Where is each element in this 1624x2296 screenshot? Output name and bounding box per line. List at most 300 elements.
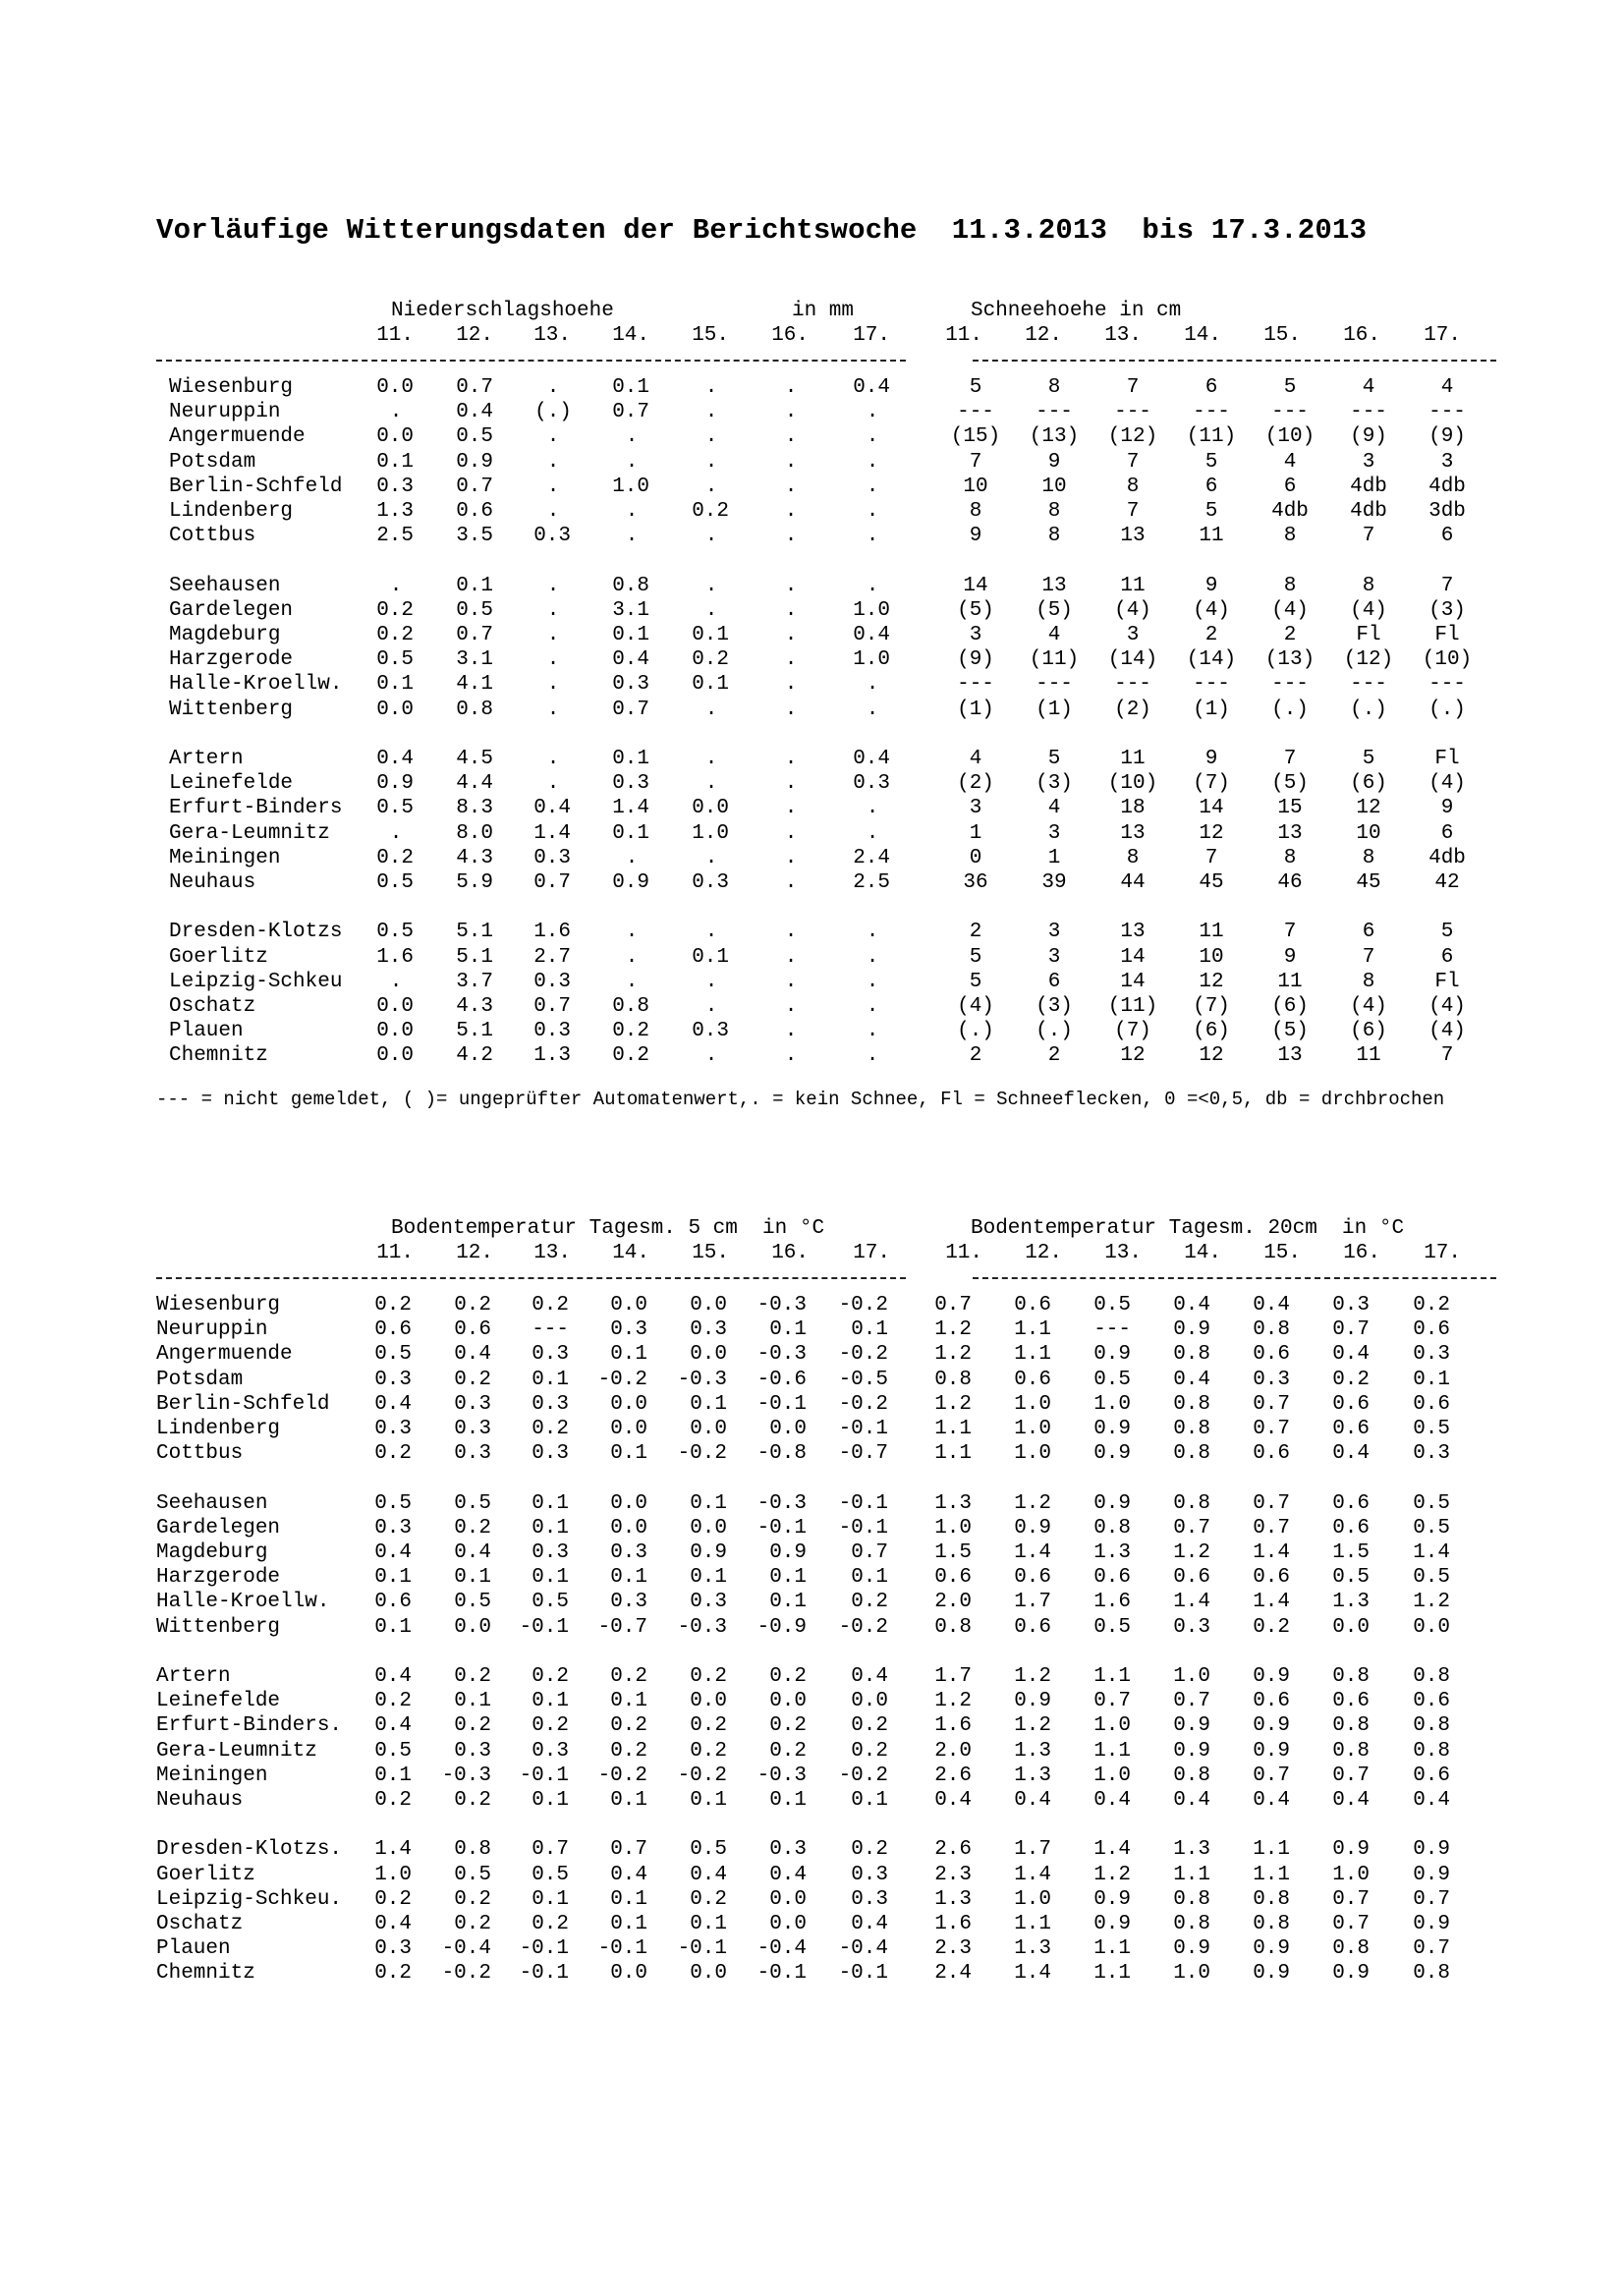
precip-value: 1.3 xyxy=(533,1044,571,1068)
station-name: Potsdam xyxy=(169,450,256,474)
soil20-value: 0.6 xyxy=(1332,1392,1370,1416)
soil5-value: -0.1 xyxy=(519,1962,569,1986)
soil20-value: 0.7 xyxy=(1332,1764,1370,1787)
precip-value: . xyxy=(704,475,718,498)
soil20-value: 1.6 xyxy=(934,1913,972,1935)
snow-value: (13) xyxy=(1029,425,1080,449)
snow-value: (10) xyxy=(1107,772,1158,796)
soil5-value: 0.2 xyxy=(532,1714,569,1738)
soil5-value: 0.0 xyxy=(610,1392,647,1416)
soil20-value: 0.4 xyxy=(1253,1789,1290,1812)
snow-value: 13 xyxy=(1277,821,1303,845)
soil5-value: 0.5 xyxy=(454,1491,491,1515)
precip-value: 0.0 xyxy=(376,1044,414,1068)
snow-value: 7 xyxy=(1362,945,1375,969)
soil20-value: 0.8 xyxy=(934,1368,972,1391)
precip-value: . xyxy=(866,921,879,944)
soil5-value: 0.0 xyxy=(610,1294,647,1316)
snow-value: 6 xyxy=(1440,821,1454,845)
precip-value: . xyxy=(866,425,879,449)
precip-value: 0.9 xyxy=(376,772,414,796)
precip-value: 5.1 xyxy=(456,945,493,969)
soil5-value: -0.9 xyxy=(756,1615,807,1639)
soil5-value: 0.1 xyxy=(851,1789,888,1812)
soil20-value: 0.9 xyxy=(1253,1937,1290,1961)
soil5-value: 0.1 xyxy=(454,1566,491,1590)
soil5-value: 0.4 xyxy=(851,1913,888,1935)
soil20-value: 0.6 xyxy=(1253,1690,1290,1713)
precip-value: 0.1 xyxy=(376,673,414,697)
precip-value: 0.0 xyxy=(376,425,414,449)
soil5-value: 0.2 xyxy=(532,1294,569,1316)
soil20-value: 1.1 xyxy=(1014,1913,1051,1935)
station-name: Chemnitz xyxy=(169,1044,268,1068)
soil20-value: 0.8 xyxy=(1413,1714,1450,1738)
soil5-value: 0.1 xyxy=(690,1392,727,1416)
snow-value: (1) xyxy=(1193,698,1230,721)
day-label-soil20: 11. xyxy=(945,1242,982,1264)
soil5-value: 0.2 xyxy=(610,1714,647,1738)
day-label-precip: 11. xyxy=(376,324,414,347)
soil20-value: 0.7 xyxy=(1332,1913,1370,1935)
day-label-soil5: 17. xyxy=(853,1242,890,1264)
snow-value: 3 xyxy=(1362,450,1375,474)
precip-value: . xyxy=(704,425,718,449)
station-name: Meiningen xyxy=(156,1764,268,1787)
precip-value: . xyxy=(784,871,798,894)
soil5-value: 0.1 xyxy=(769,1591,807,1614)
precip-value: . xyxy=(784,821,798,845)
soil5-value: -0.4 xyxy=(756,1937,807,1961)
soil5-value: 0.3 xyxy=(610,1541,647,1564)
soil5-value: -0.3 xyxy=(441,1764,491,1787)
snow-value: 1 xyxy=(1047,846,1061,869)
soil5-value: 1.0 xyxy=(374,1863,412,1886)
snow-value: 9 xyxy=(1204,748,1218,770)
soil20-value: 0.9 xyxy=(1332,1838,1370,1862)
station-name: Artern xyxy=(156,1665,231,1688)
soil5-value: 0.2 xyxy=(851,1838,888,1862)
snow-header: Schneehoehe in cm xyxy=(971,300,1182,322)
soil20-value: 0.7 xyxy=(1413,1887,1450,1911)
soil5-value: 0.2 xyxy=(532,1665,569,1688)
precip-value: 0.0 xyxy=(376,995,414,1018)
station-name: Lindenberg xyxy=(169,500,294,523)
snow-value: Fl xyxy=(1434,624,1460,646)
precip-value: 0.1 xyxy=(456,574,493,597)
soil20-value: 0.9 xyxy=(1413,1863,1450,1886)
precip-value: 0.8 xyxy=(456,698,493,721)
snow-value: 6 xyxy=(1440,945,1454,969)
soil20-value: 0.9 xyxy=(1014,1516,1051,1540)
soil20-value: 2.6 xyxy=(934,1838,972,1862)
precip-value: 1.0 xyxy=(853,648,890,672)
soil5-value: 0.0 xyxy=(690,1516,727,1540)
precip-value: . xyxy=(546,673,560,697)
soil20-value: 1.2 xyxy=(1093,1863,1131,1886)
precip-value: 5.1 xyxy=(456,1020,493,1043)
precip-value: . xyxy=(784,376,798,399)
soil20-value: 0.9 xyxy=(1173,1318,1210,1342)
precip-value: . xyxy=(625,846,639,869)
snow-value: 7 xyxy=(1440,574,1454,597)
precip-value: 0.9 xyxy=(612,871,649,894)
precip-value: . xyxy=(625,970,639,993)
station-name: Wiesenburg xyxy=(156,1294,281,1316)
precip-value: . xyxy=(784,574,798,597)
precip-value: 0.4 xyxy=(853,376,890,399)
soil5-value: -0.1 xyxy=(756,1392,807,1416)
precip-value: . xyxy=(784,648,798,672)
soil20-value: 0.9 xyxy=(1093,1887,1131,1911)
snow-value: 15 xyxy=(1277,797,1303,820)
soil20-value: 0.7 xyxy=(1253,1516,1290,1540)
precip-value: . xyxy=(704,846,718,869)
snow-value: (4) xyxy=(1114,598,1151,622)
soil5-value: -0.3 xyxy=(756,1294,807,1316)
precip-value: 4.2 xyxy=(456,1044,493,1068)
soil20-value: 0.6 xyxy=(1014,1294,1051,1316)
soil20-value: 0.8 xyxy=(1093,1516,1131,1540)
precip-value: 0.2 xyxy=(692,500,729,523)
precip-value: . xyxy=(866,821,879,845)
day-label-soil5: 16. xyxy=(771,1242,809,1264)
soil5-value: 0.1 xyxy=(374,1615,412,1639)
day-label-precip: 17. xyxy=(853,324,890,347)
soil5-value: -0.1 xyxy=(756,1962,807,1986)
snow-value: (15) xyxy=(950,425,1001,449)
soil20-value: 1.3 xyxy=(1173,1838,1210,1862)
snow-value: 46 xyxy=(1277,871,1303,894)
snow-value: 4 xyxy=(1362,376,1375,399)
precip-value: . xyxy=(704,970,718,993)
soil5-value: 0.1 xyxy=(610,1690,647,1713)
soil5-value: 0.1 xyxy=(374,1566,412,1590)
precip-value: 4.3 xyxy=(456,995,493,1018)
soil5-value: 0.2 xyxy=(454,1789,491,1812)
station-name: Berlin-Schfeld xyxy=(156,1392,330,1416)
snow-value: (1) xyxy=(957,698,994,721)
station-name: Wittenberg xyxy=(156,1615,281,1639)
station-name: Chemnitz xyxy=(156,1962,255,1986)
snow-value: 11 xyxy=(1277,970,1303,993)
soil5-value: 0.1 xyxy=(769,1318,807,1342)
soil20-value: 2.3 xyxy=(934,1937,972,1961)
soil5-value: 0.5 xyxy=(532,1863,569,1886)
snow-value: 9 xyxy=(1204,574,1218,597)
soil20-value: 0.8 xyxy=(1173,1764,1210,1787)
precip-value: 0.7 xyxy=(612,401,649,424)
precip-value: 2.5 xyxy=(376,525,414,548)
soil5-value: 0.0 xyxy=(690,1294,727,1316)
day-label-precip: 15. xyxy=(692,324,729,347)
snow-value: 6 xyxy=(1204,376,1218,399)
soil20-value: 1.1 xyxy=(1093,1739,1131,1763)
soil20-value: 0.8 xyxy=(1332,1739,1370,1763)
station-name: Harzgerode xyxy=(156,1566,281,1590)
precip-value: . xyxy=(389,574,403,597)
precip-value: . xyxy=(389,821,403,845)
precip-value: 0.4 xyxy=(376,748,414,770)
precip-value: . xyxy=(546,500,560,523)
soil20-value: 1.4 xyxy=(1014,1863,1051,1886)
soil5-value: -0.1 xyxy=(677,1937,727,1961)
soil5-header: Bodentemperatur Tagesm. 5 cm in °C xyxy=(391,1217,825,1240)
precip-value: 0.2 xyxy=(376,624,414,646)
precip-value: 0.2 xyxy=(612,1020,649,1043)
soil20-value: 0.2 xyxy=(1332,1368,1370,1391)
soil5-value: --- xyxy=(532,1318,569,1342)
soil5-value: -0.5 xyxy=(838,1368,888,1391)
snow-value: Fl xyxy=(1434,970,1460,993)
soil5-value: 0.9 xyxy=(769,1541,807,1564)
soil5-value: 0.6 xyxy=(374,1591,412,1614)
snow-value: 7 xyxy=(1283,748,1297,770)
soil20-value: 0.9 xyxy=(1253,1962,1290,1986)
snow-value: 2 xyxy=(969,921,982,944)
soil20-value: 1.4 xyxy=(1253,1541,1290,1564)
soil5-value: 0.7 xyxy=(610,1838,647,1862)
soil20-value: 0.9 xyxy=(1093,1491,1131,1515)
soil20-value: 0.8 xyxy=(1173,1442,1210,1466)
precip-value: 0.4 xyxy=(533,797,571,820)
soil5-value: 0.1 xyxy=(690,1913,727,1935)
soil5-value: 0.1 xyxy=(374,1764,412,1787)
soil5-value: 0.1 xyxy=(690,1789,727,1812)
soil20-value: 1.0 xyxy=(1173,1962,1210,1986)
precip-value: . xyxy=(784,846,798,869)
precip-value: . xyxy=(546,698,560,721)
snow-value: 5 xyxy=(969,970,982,993)
soil5-value: -0.7 xyxy=(838,1442,888,1466)
soil20-value: 1.1 xyxy=(1173,1863,1210,1886)
precip-value: 0.0 xyxy=(376,376,414,399)
soil20-value: 0.5 xyxy=(1332,1566,1370,1590)
soil20-value: 0.4 xyxy=(1332,1343,1370,1367)
precip-value: . xyxy=(704,1044,718,1068)
soil5-value: 0.6 xyxy=(374,1318,412,1342)
precip-value: 0.3 xyxy=(533,970,571,993)
precip-value: . xyxy=(704,574,718,597)
station-name: Leipzig-Schkeu xyxy=(169,970,343,993)
precip-value: . xyxy=(866,450,879,474)
snow-value: (2) xyxy=(1114,698,1151,721)
soil20-value: 1.0 xyxy=(1014,1887,1051,1911)
soil5-value: 0.7 xyxy=(532,1838,569,1862)
soil20-value: 0.8 xyxy=(1173,1392,1210,1416)
precip-value: . xyxy=(704,921,718,944)
precip-value: . xyxy=(704,450,718,474)
soil20-value: 0.4 xyxy=(1093,1789,1131,1812)
station-name: Leinefelde xyxy=(156,1690,281,1713)
soil5-value: -0.4 xyxy=(441,1937,491,1961)
precip-value: . xyxy=(866,574,879,597)
snow-value: 4 xyxy=(1047,624,1061,646)
soil5-value: -0.3 xyxy=(677,1615,727,1639)
soil5-value: 0.4 xyxy=(374,1665,412,1688)
soil5-value: 0.0 xyxy=(610,1962,647,1986)
soil5-value: 0.1 xyxy=(532,1491,569,1515)
precip-value: . xyxy=(546,574,560,597)
soil5-value: 0.3 xyxy=(851,1887,888,1911)
soil5-value: -0.1 xyxy=(838,1962,888,1986)
day-label-soil20: 15. xyxy=(1263,1242,1301,1264)
soil20-value: 0.6 xyxy=(1413,1690,1450,1713)
soil5-value: -0.1 xyxy=(519,1764,569,1787)
soil5-value: 0.2 xyxy=(769,1714,807,1738)
soil20-value: 0.8 xyxy=(1253,1913,1290,1935)
day-label-snow: 15. xyxy=(1263,324,1301,347)
snow-value: 7 xyxy=(1283,921,1297,944)
precip-value: 0.5 xyxy=(456,598,493,622)
precip-value: 5.9 xyxy=(456,871,493,894)
soil20-value: 0.6 xyxy=(1413,1318,1450,1342)
snow-value: 2 xyxy=(969,1044,982,1068)
soil20-value: 1.3 xyxy=(934,1887,972,1911)
soil20-value: 2.0 xyxy=(934,1591,972,1614)
precip-value: . xyxy=(546,450,560,474)
precip-value: 0.0 xyxy=(376,1020,414,1043)
soil5-value: 0.2 xyxy=(454,1887,491,1911)
soil5-value: 0.3 xyxy=(374,1937,412,1961)
precip-value: . xyxy=(866,500,879,523)
soil20-value: 1.4 xyxy=(1014,1962,1051,1986)
soil20-value: 0.0 xyxy=(1413,1615,1450,1639)
snow-value: 3db xyxy=(1428,500,1466,523)
snow-value: (.) xyxy=(1271,698,1309,721)
soil5-value: 0.1 xyxy=(532,1690,569,1713)
soil5-value: 0.4 xyxy=(769,1863,807,1886)
snow-value: 8 xyxy=(1362,574,1375,597)
precip-value: 0.4 xyxy=(612,648,649,672)
soil20-value: 1.6 xyxy=(934,1714,972,1738)
soil20-value: 0.8 xyxy=(1413,1962,1450,1986)
soil20-value: 1.2 xyxy=(1014,1491,1051,1515)
snow-value: 13 xyxy=(1120,921,1146,944)
precip-value: . xyxy=(866,475,879,498)
snow-value: --- xyxy=(1036,401,1073,424)
soil5-value: 0.3 xyxy=(851,1863,888,1886)
soil20-value: 1.4 xyxy=(1173,1591,1210,1614)
snow-value: 3 xyxy=(969,624,982,646)
soil20-value: 0.6 xyxy=(1014,1615,1051,1639)
precip-value: . xyxy=(866,945,879,969)
soil20-value: 0.3 xyxy=(1413,1343,1450,1367)
snow-value: 8 xyxy=(1283,846,1297,869)
precip-value: . xyxy=(546,475,560,498)
soil20-value: 0.8 xyxy=(1173,1343,1210,1367)
precip-value: . xyxy=(389,970,403,993)
soil5-value: -0.8 xyxy=(756,1442,807,1466)
soil5-value: 0.2 xyxy=(374,1789,412,1812)
soil5-value: 0.0 xyxy=(610,1418,647,1440)
soil5-value: 0.1 xyxy=(610,1913,647,1935)
precip-value: . xyxy=(866,698,879,721)
precip-value: 0.3 xyxy=(533,846,571,869)
soil20-value: 0.0 xyxy=(1332,1615,1370,1639)
soil20-value: 0.8 xyxy=(1413,1665,1450,1688)
precip-value: 0.2 xyxy=(376,598,414,622)
snow-value: 0 xyxy=(969,846,982,869)
soil5-value: -0.2 xyxy=(838,1343,888,1367)
precip-value: 2.4 xyxy=(853,846,890,869)
precip-value: 0.9 xyxy=(456,450,493,474)
precip-value: . xyxy=(704,698,718,721)
soil20-value: 0.9 xyxy=(1253,1714,1290,1738)
soil20-value: 0.7 xyxy=(1093,1690,1131,1713)
soil20-value: 0.3 xyxy=(1413,1442,1450,1466)
soil20-value: 0.6 xyxy=(1014,1368,1051,1391)
snow-value: 3 xyxy=(1047,945,1061,969)
soil5-value: -0.2 xyxy=(677,1764,727,1787)
snow-value: 14 xyxy=(1120,945,1146,969)
soil20-value: 0.1 xyxy=(1413,1368,1450,1391)
soil5-value: -0.1 xyxy=(838,1418,888,1440)
snow-value: (.) xyxy=(1428,698,1466,721)
precip-value: . xyxy=(625,921,639,944)
station-name: Leinefelde xyxy=(169,772,294,796)
snow-value: 12 xyxy=(1199,1044,1224,1068)
precip-value: . xyxy=(546,748,560,770)
soil5-value: 0.4 xyxy=(374,1913,412,1935)
soil20-value: 0.7 xyxy=(1253,1418,1290,1440)
snow-value: 39 xyxy=(1041,871,1067,894)
precip-value: . xyxy=(625,450,639,474)
precip-value: . xyxy=(784,1020,798,1043)
precip-value: . xyxy=(866,970,879,993)
precip-value: 0.1 xyxy=(692,624,729,646)
soil5-value: 0.1 xyxy=(610,1566,647,1590)
snow-value: 11 xyxy=(1120,574,1146,597)
snow-value: --- xyxy=(1350,401,1387,424)
precip-value: . xyxy=(784,475,798,498)
precip-value: . xyxy=(866,673,879,697)
precip-value: . xyxy=(704,376,718,399)
precip-value: . xyxy=(784,772,798,796)
soil5-value: -0.6 xyxy=(756,1368,807,1391)
soil5-value: 0.1 xyxy=(610,1442,647,1466)
soil5-value: 0.5 xyxy=(690,1838,727,1862)
soil20-value: 0.5 xyxy=(1413,1566,1450,1590)
soil5-value: 0.2 xyxy=(454,1714,491,1738)
soil5-value: -0.7 xyxy=(597,1615,647,1639)
soil5-value: 0.3 xyxy=(532,1739,569,1763)
soil20-value: 0.3 xyxy=(1332,1294,1370,1316)
snow-value: 4db xyxy=(1271,500,1309,523)
soil20-value: 0.7 xyxy=(1253,1392,1290,1416)
soil5-value: -0.1 xyxy=(756,1516,807,1540)
soil5-value: -0.1 xyxy=(597,1937,647,1961)
soil20-value: 0.4 xyxy=(1253,1294,1290,1316)
station-name: Harzgerode xyxy=(169,648,294,672)
snow-value: (.) xyxy=(1350,698,1387,721)
precip-value: 0.1 xyxy=(376,450,414,474)
snow-value: 9 xyxy=(1047,450,1061,474)
snow-value: 36 xyxy=(963,871,988,894)
soil5-value: 0.1 xyxy=(532,1789,569,1812)
precip-value: 0.2 xyxy=(692,648,729,672)
snow-value: --- xyxy=(1114,401,1151,424)
precip-value: 0.7 xyxy=(456,475,493,498)
snow-value: 5 xyxy=(1362,748,1375,770)
soil20-value: 0.8 xyxy=(1173,1887,1210,1911)
snow-value: (4) xyxy=(1350,598,1387,622)
soil5-value: -0.2 xyxy=(838,1294,888,1316)
precip-value: . xyxy=(546,376,560,399)
soil5-value: 0.3 xyxy=(532,1343,569,1367)
soil20-value: 2.3 xyxy=(934,1863,972,1886)
snow-value: 13 xyxy=(1120,525,1146,548)
